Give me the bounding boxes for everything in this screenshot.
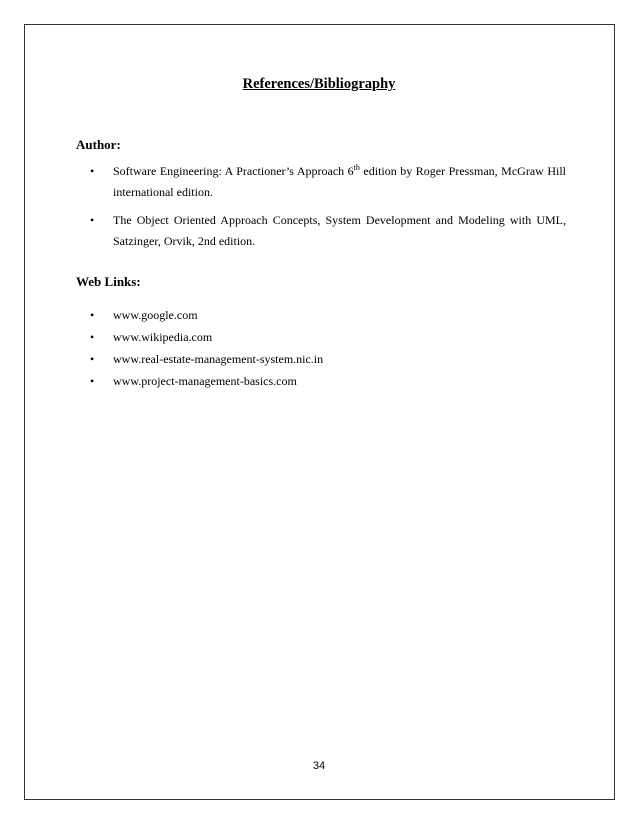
reference-text-2: The Object Oriented Approach Concepts, System Development and Modeling with UML, Satzinger, Orvik, 2nd edition.: [113, 213, 566, 248]
author-list: [76, 161, 566, 259]
list-item: [76, 371, 566, 392]
list-item: [76, 349, 566, 370]
reference-superscript: th: [353, 163, 360, 172]
web-link[interactable]: www.real-estate-management-system.nic.in: [113, 352, 324, 366]
web-link[interactable]: www.project-management-basics.com: [113, 374, 297, 388]
web-links-list: [76, 305, 566, 393]
reference-text-1b: edition by Roger Pressman, McGraw Hill international edition.: [113, 164, 567, 199]
bullet-icon: •: [90, 352, 95, 366]
list-item: [76, 161, 566, 203]
page-title: References/Bibliography: [242, 76, 396, 92]
list-item: [76, 210, 566, 252]
reference-text-1a: Software Engineering: A Practioner’s Approach 6: [113, 164, 354, 178]
web-link[interactable]: www.wikipedia.com: [113, 330, 213, 344]
list-item: [76, 327, 566, 348]
author-heading: Author:: [76, 137, 121, 152]
bullet-icon: •: [90, 308, 95, 322]
bullet-icon: •: [90, 164, 95, 178]
bullet-icon: •: [90, 330, 95, 344]
web-link[interactable]: www.google.com: [113, 308, 198, 322]
list-item: [76, 305, 566, 326]
page-number: 34: [312, 760, 326, 772]
bullet-icon: •: [90, 374, 95, 388]
bullet-icon: •: [90, 213, 95, 227]
web-links-heading: Web Links:: [76, 274, 141, 289]
